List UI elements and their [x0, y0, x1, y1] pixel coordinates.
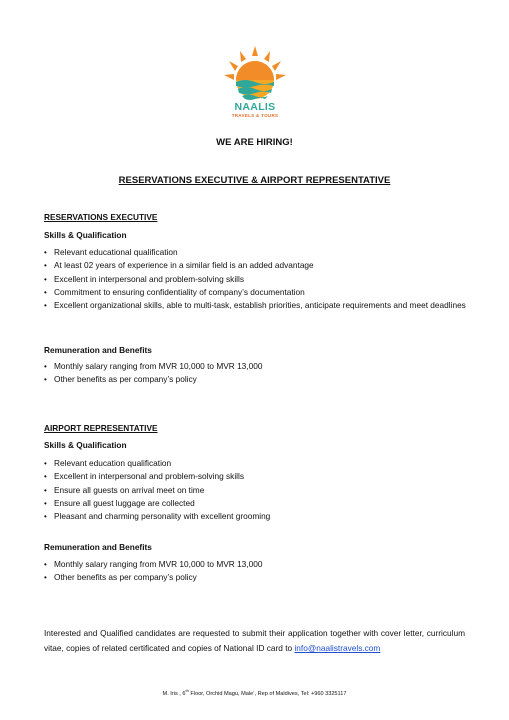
list-item: • Other benefits as per company’s policy	[44, 373, 470, 386]
section-title-reservations: RESERVATIONS EXECUTIVE	[44, 212, 158, 222]
logo-name: NAALIS	[234, 101, 276, 113]
posting-title: RESERVATIONS EXECUTIVE & AIRPORT REPRESENTATIVE	[118, 175, 391, 186]
email-link[interactable]: info@naalistravels.com	[294, 643, 381, 653]
list-item: • Excellent organizational skills, able to multi-task, establish priorities, anticipate requirements and meet deadlines	[44, 299, 470, 312]
list-item: • Pleasant and charming personality with excellent grooming	[44, 510, 470, 523]
list-item: • Ensure all guests on arrival meet on time	[44, 484, 470, 497]
skills-title-airport: Skills & Qualification	[44, 440, 127, 450]
list-item: • At least 02 years of experience in a similar field is an added advantage	[44, 259, 470, 272]
footer-address-start: M. Iris , 6	[162, 690, 186, 697]
skills-list-reservations	[44, 246, 470, 312]
naalis-logo	[212, 44, 298, 130]
remuneration-list-airport	[44, 558, 470, 585]
remuneration-title-reservations: Remuneration and Benefits	[44, 345, 152, 355]
sun-waves-logo-icon	[212, 44, 298, 104]
list-item: • Excellent in interpersonal and problem-solving skills	[44, 273, 470, 286]
footer-floor-suffix: th	[185, 688, 189, 693]
list-item: • Other benefits as per company’s policy	[44, 571, 470, 584]
list-item: • Ensure all guest luggage are collected	[44, 497, 470, 510]
logo-tagline: TRAVELS & TOURS	[231, 113, 279, 118]
list-item: • Excellent in interpersonal and problem-solving skills	[44, 470, 470, 483]
list-item: • Commitment to ensuring confidentiality of company’s documentation	[44, 286, 470, 299]
skills-title-reservations: Skills & Qualification	[44, 230, 127, 240]
hiring-heading: WE ARE HIRING!	[216, 137, 293, 148]
remuneration-title-airport: Remuneration and Benefits	[44, 542, 152, 552]
footer-address-rest: Floor, Orchid Magu, Male’, Rep of Maldives, Tel: +960 3325117	[188, 690, 347, 697]
list-item: • Relevant education qualification	[44, 457, 470, 470]
closing-text: Interested and Qualified candidates are requested to submit their application together with cover letter, curriculum vitae, copies of related certificated and copies of National ID card to	[44, 628, 465, 653]
section-title-airport: AIRPORT REPRESENTATIVE	[44, 423, 158, 433]
footer-address	[0, 688, 509, 697]
remuneration-list-reservations	[44, 360, 470, 387]
closing-paragraph	[44, 626, 465, 656]
list-item: • Monthly salary ranging from MVR 10,000 to MVR 13,000	[44, 360, 470, 373]
logo-text	[212, 102, 298, 119]
list-item: • Monthly salary ranging from MVR 10,000 to MVR 13,000	[44, 558, 470, 571]
list-item: • Relevant educational qualification	[44, 246, 470, 259]
skills-list-airport	[44, 457, 470, 523]
